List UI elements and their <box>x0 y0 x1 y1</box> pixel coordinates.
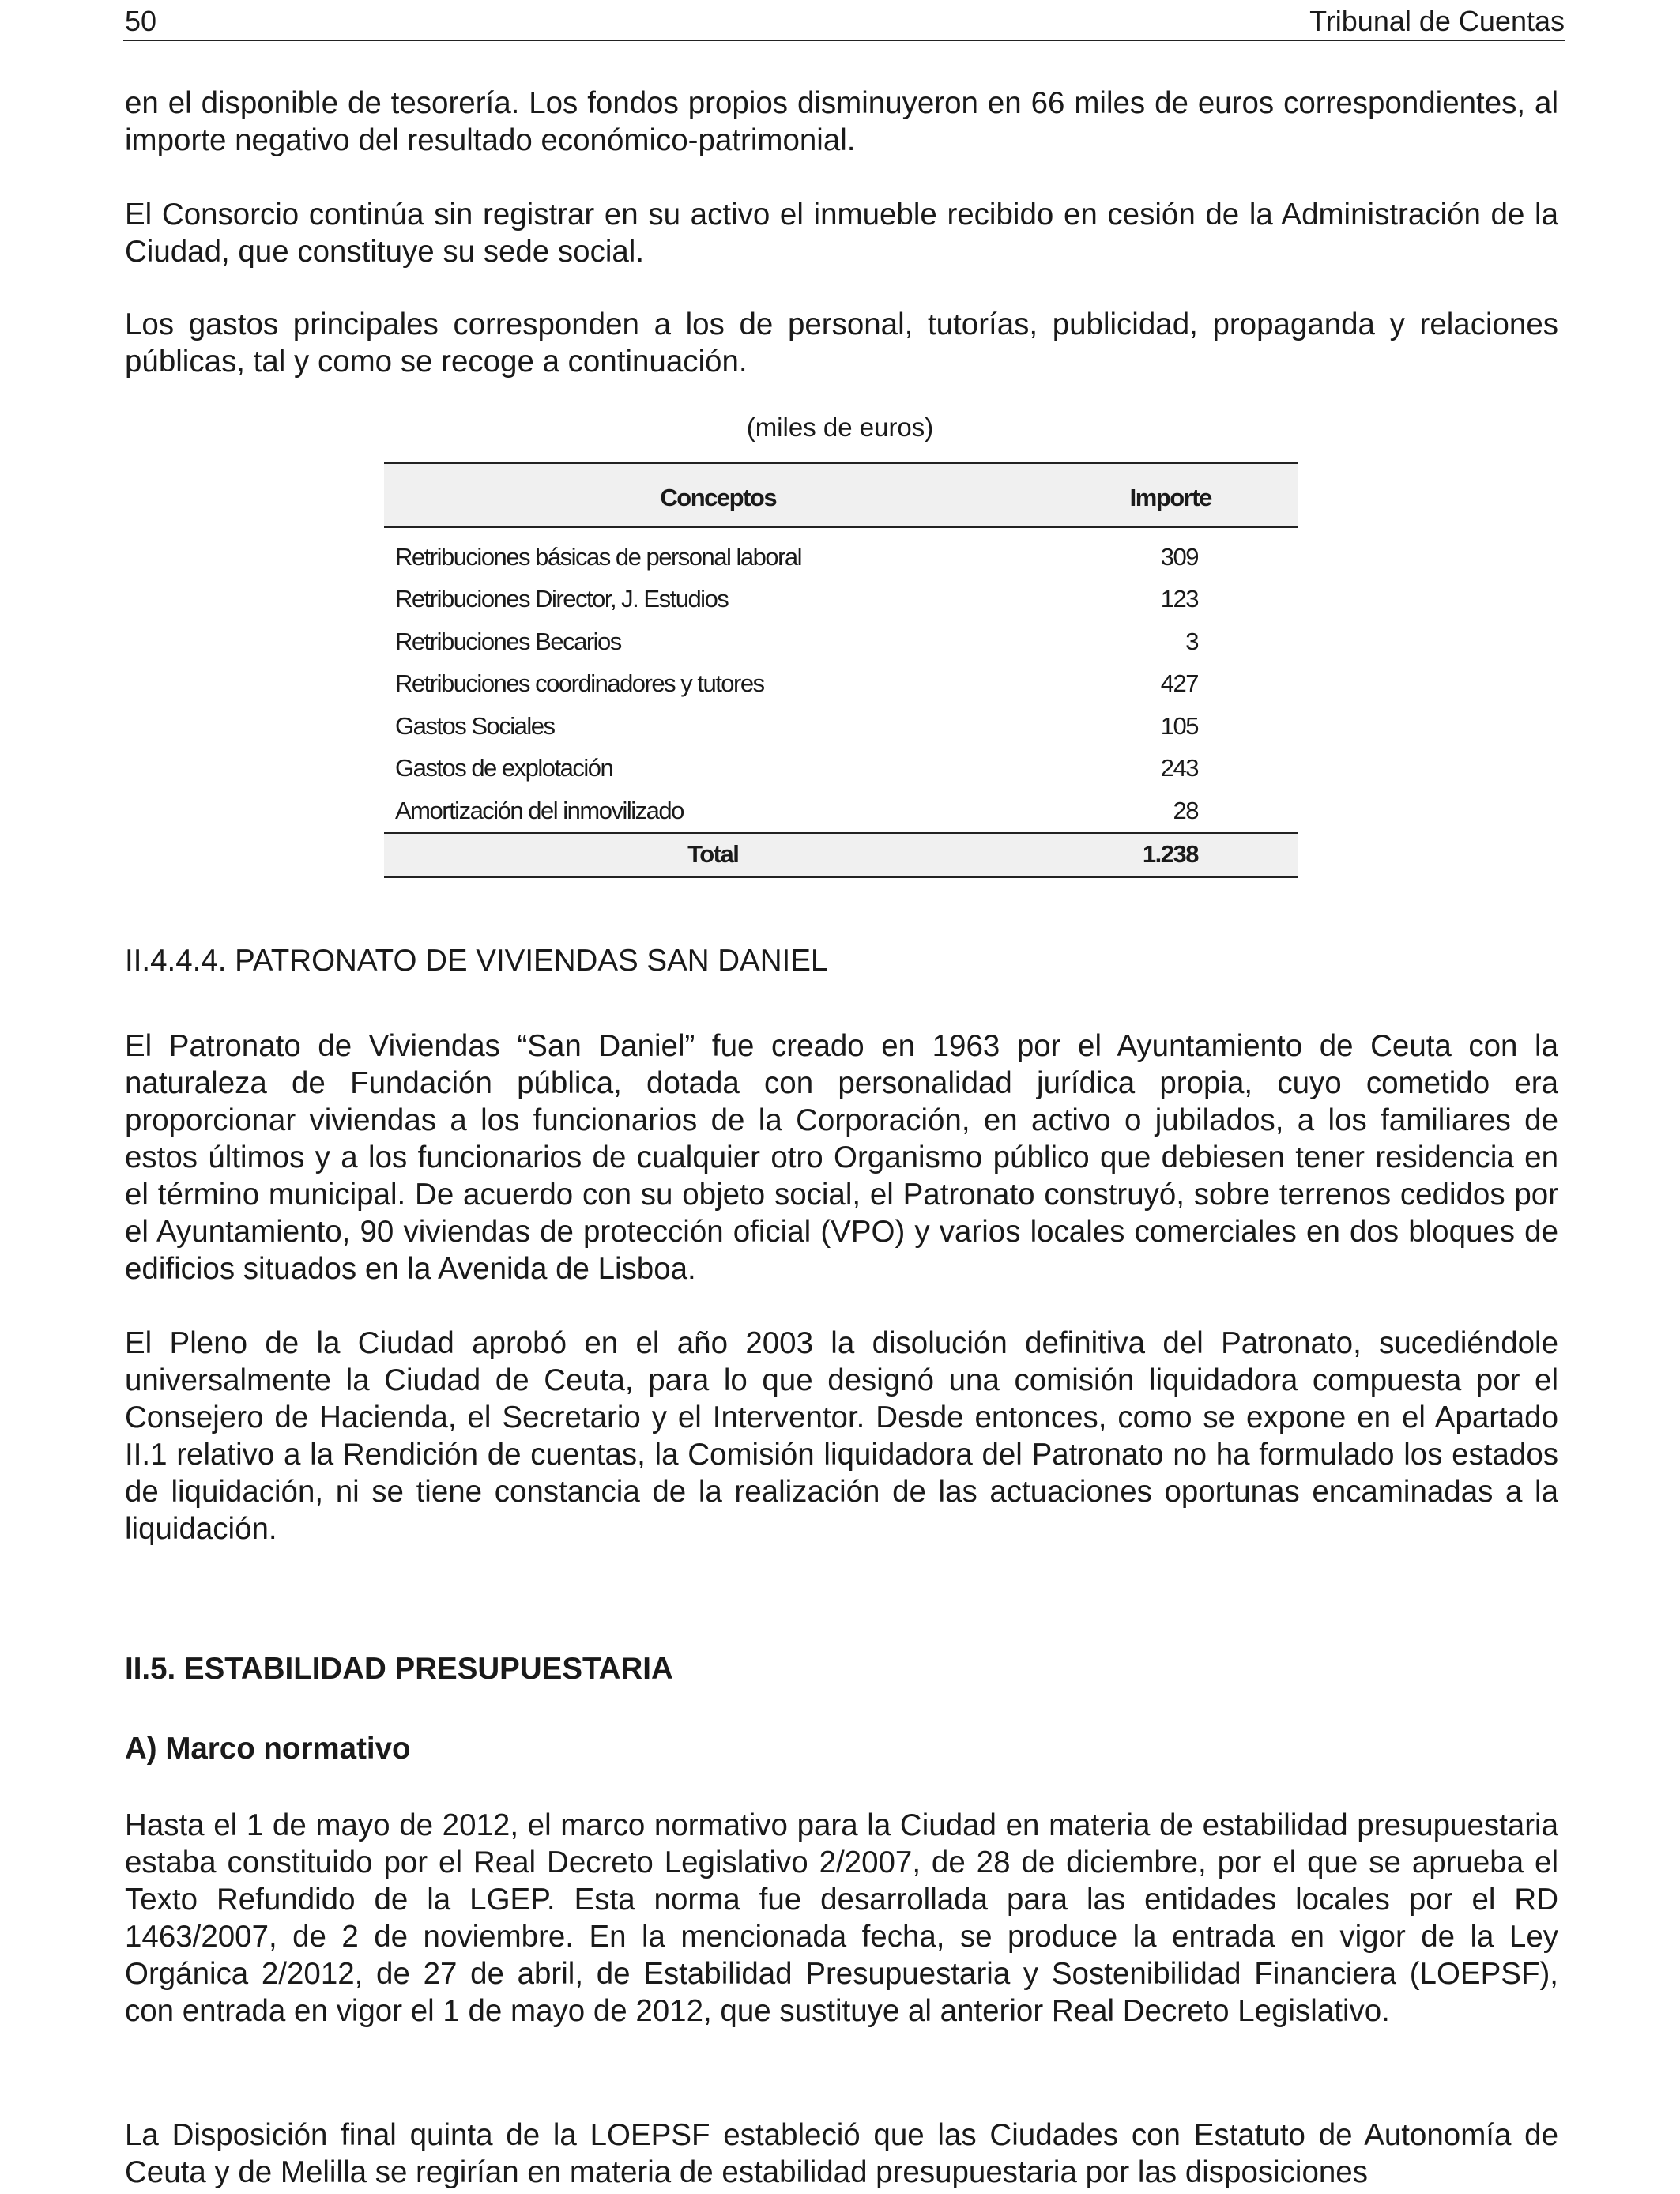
importe-cell: 28 <box>1173 796 1198 824</box>
column-header-conceptos: Conceptos <box>384 463 1042 528</box>
importe-cell: 309 <box>1160 542 1198 571</box>
concepto-cell: Retribuciones Director, J. Estudios <box>395 585 729 613</box>
table-row <box>384 620 1298 663</box>
table-row <box>384 663 1298 706</box>
paragraph-inmueble: El Consorcio continúa sin registrar en su activo el inmueble recibido en cesión de la Administración de la Ciudad, que constituye su sede social. <box>125 198 1558 269</box>
gastos-table <box>384 462 1298 878</box>
paragraph-fondos-propios: en el disponible de tesorería. Los fondos propios disminuyeron en 66 miles de euros correspondientes, al importe negativo del resultado económico-patrimonial. <box>125 86 1558 157</box>
total-label: Total <box>384 833 1042 877</box>
table-total-row <box>384 833 1298 877</box>
section-heading-patronato: II.4.4.4. PATRONATO DE VIVIENDAS SAN DANIEL <box>125 944 828 978</box>
table-header-row <box>384 463 1298 528</box>
concepto-cell: Retribuciones coordinadores y tutores <box>395 669 764 698</box>
importe-cell: 105 <box>1160 711 1198 740</box>
concepto-cell: Gastos Sociales <box>395 711 555 740</box>
table-row <box>384 790 1298 833</box>
concepto-cell: Amortización del inmovilizado <box>395 796 684 824</box>
paragraph-disposicion-final: La Disposición final quinta de la LOEPSF estableció que las Ciudades con Estatuto de Autonomía de Ceuta y de Melilla se regirían en materia de estabilidad presupuestaria por las disposiciones <box>125 2118 1558 2189</box>
concepto-cell: Retribuciones básicas de personal laboral <box>395 542 802 571</box>
table-row <box>384 579 1298 621</box>
table-row <box>384 536 1298 579</box>
table-row <box>384 705 1298 748</box>
paragraph-pleno: El Pleno de la Ciudad aprobó en el año 2003 la disolución definitiva del Patronato, sucediéndole universalmente la Ciudad de Ceuta, para lo que designó una comisión liquidadora compuesta por el Consejero de Hacienda, el Secretario y el Interventor. Desde entonces, como se expone en el Apartado II.1 relativo a la Rendición de cuentas, la Comisión liquidadora del Patronato no ha formulado los estados de liquidación, ni se tiene constancia de la realización de las actuaciones oportunas encaminadas a la liquidación. <box>125 1326 1558 1546</box>
paragraph-patronato: El Patronato de Viviendas “San Daniel” fue creado en 1963 por el Ayuntamiento de Ceuta con la naturaleza de Fundación pública, dotada con personalidad jurídica propia, cuyo cometido era proporcionar viviendas a los funcionarios de la Corporación, en activo o jubilados, a los familiares de estos últimos y a los funcionarios de cualquier otro Organismo público que debiesen tener residencia en el término municipal. De acuerdo con su objeto social, el Patronato construyó, sobre terrenos cedidos por el Ayuntamiento, 90 viviendas de protección oficial (VPO) y varios locales comerciales en dos bloques de edificios situados en la Avenida de Lisboa. <box>125 1029 1558 1286</box>
paragraph-marco-normativo: Hasta el 1 de mayo de 2012, el marco normativo para la Ciudad en materia de estabilidad presupuestaria estaba constituido por el Real Decreto Legislativo 2/2007, de 28 de diciembre, por el que se aprueba el Texto Refundido de la LGEP. Esta norma fue desarrollada para las entidades locales por el RD 1463/2007, de 2 de noviembre. En la mencionada fecha, se produce la entrada en vigor de la Ley Orgánica 2/2012, de 27 de abril, de Estabilidad Presupuestaria y Sostenibilidad Financiera (LOEPSF), con entrada en vigor el 1 de mayo de 2012, que sustituye al anterior Real Decreto Legislativo. <box>125 1808 1558 2028</box>
importe-cell: 427 <box>1160 669 1198 698</box>
importe-cell: 123 <box>1160 585 1198 613</box>
total-value: 1.238 <box>1042 833 1298 877</box>
paragraph-gastos-principales: Los gastos principales corresponden a los de personal, tutorías, publicidad, propaganda y relaciones públicas, tal y como se recoge a continuación. <box>125 307 1558 379</box>
header-title: Tribunal de Cuentas <box>1309 5 1565 37</box>
table-unit-caption: (miles de euros) <box>746 413 934 442</box>
importe-cell: 3 <box>1185 627 1198 655</box>
concepto-cell: Retribuciones Becarios <box>395 627 621 655</box>
page-number: 50 <box>125 5 157 37</box>
importe-cell: 243 <box>1160 754 1198 782</box>
concepto-cell: Gastos de explotación <box>395 754 613 782</box>
table-row <box>384 748 1298 790</box>
subsection-heading-marco: A) Marco normativo <box>125 1732 411 1766</box>
section-heading-estabilidad: II.5. ESTABILIDAD PRESUPUESTARIA <box>125 1652 673 1686</box>
header-rule <box>123 40 1565 41</box>
column-header-importe: Importe <box>1042 463 1298 528</box>
